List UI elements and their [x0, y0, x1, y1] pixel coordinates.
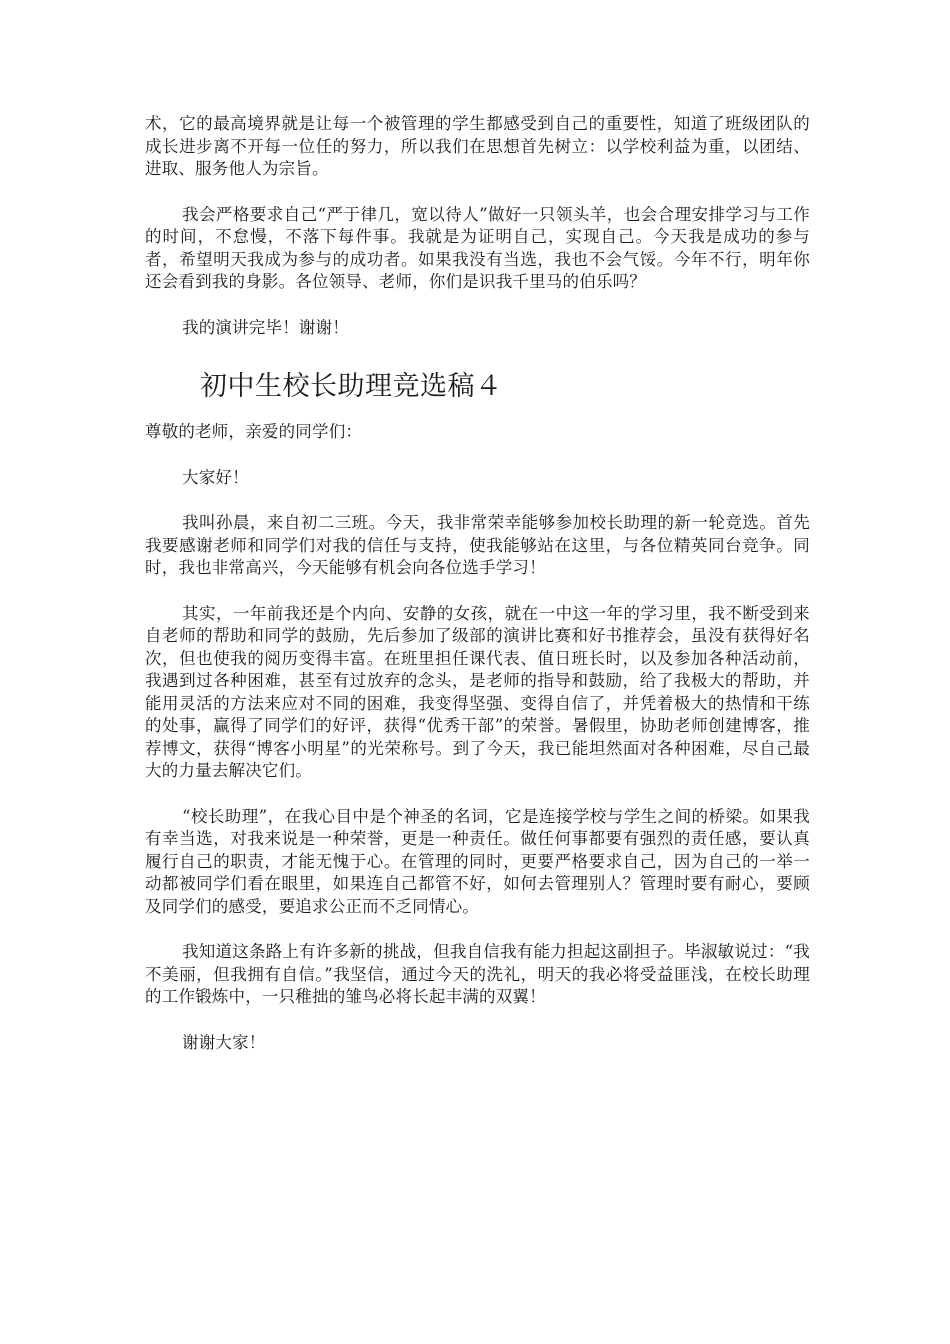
- section-heading: 初中生校长助理竞选稿４: [200, 371, 503, 402]
- paragraph-challenge: 我知道这条路上有许多新的挑战，但我自信我有能力担起这副担子。毕淑敏说过：“我不美丽，但我拥有自信。”我坚信，通过今天的洗礼，明天的我必将受益匪浅，在校长助理的工作锻炼中，一只稚拙的雏鸟必将长起丰满的双翼！: [145, 942, 810, 1006]
- paragraph-final-thanks: 谢谢大家！: [182, 1032, 266, 1052]
- document-page: [145, 113, 810, 1054]
- paragraph-self-discipline: 我会严格要求自己“严于律几，宽以待人”做好一只领头羊，也会合理安排学习与工作的时间，不怠慢，不落下每件事。我就是为证明自己，实现自己。今天我是成功的参与者，希望明天我成为参与的成功者。如果我没有当选，我也不会气馁。今年不行，明年你还会看到我的身影。各位领导、老师，你们是识我千里马的伯乐吗？: [145, 204, 810, 291]
- paragraph-introduction: 我叫孙晨，来自初二三班。今天，我非常荣幸能够参加校长助理的新一轮竞选。首先我要感谢老师和同学们对我的信任与支持，使我能够站在这里，与各位精英同台竞争。同时，我也非常高兴，今天能够有机会向各位选手学习！: [145, 513, 810, 577]
- paragraph-closing-thanks: 我的演讲完毕！谢谢！: [182, 317, 349, 337]
- paragraph-experience: 其实，一年前我还是个内向、安静的女孩，就在一中这一年的学习里，我不断受到来自老师的帮助和同学的鼓励，先后参加了级部的演讲比赛和好书推荐会，虽没有获得好名次，但也使我的阅历变得丰富。在班里担任课代表、值日班长时，以及参加各种活动前，我遇到过各种困难，甚至有过放弃的念头，是老师的指导和鼓励，给了我极大的帮助，并能用灵活的方法来应对不同的困难，我变得坚强、变得自信了，并凭着极大的热情和干练的处事，赢得了同学们的好评，获得“优秀干部”的荣誉。暑假里，协助老师创建博客，推荐博文，获得“博客小明星”的光荣称号。到了今天，我已能坦然面对各种困难，尽自己最大的力量去解决它们。: [145, 603, 810, 780]
- salutation: 尊敬的老师，亲爱的同学们：: [145, 422, 363, 441]
- paragraph-continuation: 术，它的最高境界就是让每一个被管理的学生都感受到自己的重要性，知道了班级团队的成长进步离不开每一位任的努力，所以我们在思想首先树立：以学校利益为重，以团结、进取、服务他人为宗旨。: [145, 114, 810, 178]
- paragraph-role-meaning: “校长助理”，在我心目中是个神圣的名词，它是连接学校与学生之间的桥梁。如果我有幸当选，对我来说是一种荣誉，更是一种责任。做任何事都要有强烈的责任感，要认真履行自己的职责，才能无愧于心。在管理的同时，更要严格要求自己，因为自己的一举一动都被同学们看在眼里，如果连自己都管不好，如何去管理别人？管理时要有耐心，要顾及同学们的感受，要追求公正而不乏同情心。: [145, 806, 810, 916]
- greeting: 大家好！: [182, 467, 249, 487]
